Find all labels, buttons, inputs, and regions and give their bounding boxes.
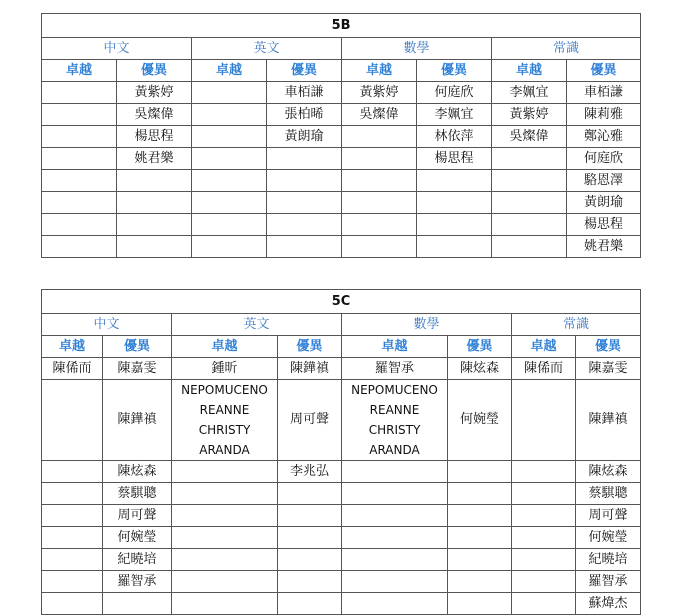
name-cell <box>192 170 267 192</box>
name-cell <box>492 192 567 214</box>
name-cell: 陳莉雅 <box>567 104 641 126</box>
table-row <box>42 214 641 236</box>
name-cell <box>417 192 492 214</box>
name-cell <box>103 593 172 615</box>
subject-header: 常識 <box>512 314 641 336</box>
table-row <box>42 527 641 549</box>
name-cell <box>42 483 103 505</box>
name-cell <box>342 380 448 461</box>
name-cell: 黃紫婷 <box>117 82 192 104</box>
name-cell: 黃紫婷 <box>342 82 417 104</box>
name-cell: 林依萍 <box>417 126 492 148</box>
table-row <box>42 236 641 258</box>
table-row <box>42 483 641 505</box>
level-header: 優異 <box>278 336 342 358</box>
level-row <box>42 60 641 82</box>
name-cell: 羅智承 <box>103 571 172 593</box>
name-line: ARANDA <box>199 443 250 457</box>
name-cell <box>192 236 267 258</box>
name-cell <box>512 380 576 461</box>
name-cell: 楊思程 <box>567 214 641 236</box>
title-row <box>42 290 641 314</box>
name-cell: 何庭欣 <box>567 148 641 170</box>
name-cell: 黃朗瑜 <box>567 192 641 214</box>
name-cell <box>342 192 417 214</box>
name-cell <box>342 170 417 192</box>
name-cell: 陳炫森 <box>576 461 641 483</box>
name-cell: 何庭欣 <box>417 82 492 104</box>
name-cell: 紀曉培 <box>576 549 641 571</box>
name-cell <box>342 461 448 483</box>
name-cell <box>342 593 448 615</box>
name-cell <box>512 483 576 505</box>
level-header: 優異 <box>103 336 172 358</box>
table-row <box>42 192 641 214</box>
level-header: 卓越 <box>172 336 278 358</box>
name-cell <box>267 192 342 214</box>
name-cell <box>172 483 278 505</box>
class-title: 5B <box>42 14 641 38</box>
table-row <box>42 571 641 593</box>
name-cell <box>492 214 567 236</box>
name-cell <box>278 593 342 615</box>
name-cell <box>417 236 492 258</box>
name-cell <box>42 126 117 148</box>
name-cell: 陳炫森 <box>103 461 172 483</box>
name-cell <box>342 527 448 549</box>
name-cell <box>42 593 103 615</box>
name-cell: 黃朗瑜 <box>267 126 342 148</box>
name-cell <box>278 571 342 593</box>
name-cell: 周可聲 <box>278 380 342 461</box>
name-cell: 羅智承 <box>576 571 641 593</box>
name-cell <box>117 170 192 192</box>
name-cell <box>267 148 342 170</box>
name-cell <box>417 214 492 236</box>
name-cell: 陳鏵禛 <box>278 358 342 380</box>
name-cell <box>512 527 576 549</box>
subject-header: 英文 <box>192 38 342 60</box>
name-cell <box>172 380 278 461</box>
subject-row <box>42 314 641 336</box>
name-cell: 鍾昕 <box>172 358 278 380</box>
level-header: 優異 <box>117 60 192 82</box>
name-cell <box>512 549 576 571</box>
name-cell <box>512 593 576 615</box>
name-cell: 何婉瑩 <box>448 380 512 461</box>
name-line: ARANDA <box>369 443 420 457</box>
name-cell <box>42 527 103 549</box>
name-cell: 蘇煒杰 <box>576 593 641 615</box>
table-row <box>42 104 641 126</box>
name-cell <box>492 148 567 170</box>
name-cell <box>42 82 117 104</box>
name-cell <box>278 549 342 571</box>
name-cell <box>512 571 576 593</box>
level-header: 卓越 <box>42 336 103 358</box>
table-row <box>42 82 641 104</box>
level-header: 優異 <box>417 60 492 82</box>
name-line: REANNE CHRISTY <box>368 403 421 437</box>
level-header: 優異 <box>576 336 641 358</box>
level-header: 卓越 <box>492 60 567 82</box>
name-cell: 鄭沁雅 <box>567 126 641 148</box>
subject-header: 常識 <box>492 38 641 60</box>
name-cell <box>448 593 512 615</box>
name-cell: 姚君樂 <box>567 236 641 258</box>
table-row <box>42 126 641 148</box>
name-line: NEPOMUCENO <box>351 383 438 397</box>
name-cell <box>342 214 417 236</box>
name-cell <box>342 126 417 148</box>
name-cell <box>42 148 117 170</box>
name-cell <box>117 236 192 258</box>
level-header: 優異 <box>448 336 512 358</box>
name-line: NEPOMUCENO <box>181 383 268 397</box>
name-cell <box>267 214 342 236</box>
name-cell: 黃紫婷 <box>492 104 567 126</box>
name-cell: 吳燦偉 <box>342 104 417 126</box>
name-cell: 車栢謙 <box>567 82 641 104</box>
name-cell <box>172 527 278 549</box>
name-cell <box>448 483 512 505</box>
name-cell <box>342 571 448 593</box>
name-cell: 吳燦偉 <box>492 126 567 148</box>
class-5b-body <box>42 14 641 258</box>
name-cell <box>512 461 576 483</box>
name-cell <box>267 170 342 192</box>
name-cell <box>42 236 117 258</box>
name-cell <box>342 148 417 170</box>
title-row <box>42 14 641 38</box>
name-cell <box>492 236 567 258</box>
name-cell: 陳炫森 <box>448 358 512 380</box>
name-cell: 紀曉培 <box>103 549 172 571</box>
name-cell <box>117 192 192 214</box>
name-cell <box>42 104 117 126</box>
name-cell: 陳鏵禛 <box>103 380 172 461</box>
table-row <box>42 170 641 192</box>
name-cell <box>42 549 103 571</box>
subject-header: 數學 <box>342 314 512 336</box>
table-row <box>42 380 641 461</box>
subject-row <box>42 38 641 60</box>
name-cell <box>448 461 512 483</box>
level-header: 優異 <box>267 60 342 82</box>
name-cell <box>278 483 342 505</box>
name-cell: 吳燦偉 <box>117 104 192 126</box>
name-cell <box>278 527 342 549</box>
name-cell <box>192 126 267 148</box>
name-cell <box>192 104 267 126</box>
name-cell: 陳俙而 <box>42 358 103 380</box>
name-cell: 周可聲 <box>103 505 172 527</box>
name-cell <box>42 192 117 214</box>
level-header: 優異 <box>567 60 641 82</box>
name-cell <box>342 236 417 258</box>
table-row <box>42 549 641 571</box>
name-cell: 楊思程 <box>417 148 492 170</box>
name-cell <box>172 571 278 593</box>
name-cell <box>117 214 192 236</box>
name-cell <box>192 82 267 104</box>
name-cell: 陳俙而 <box>512 358 576 380</box>
name-cell <box>448 549 512 571</box>
name-cell <box>448 505 512 527</box>
name-cell <box>42 214 117 236</box>
name-cell: 楊思程 <box>117 126 192 148</box>
name-cell <box>172 549 278 571</box>
name-cell <box>192 192 267 214</box>
name-cell <box>492 170 567 192</box>
level-header: 卓越 <box>342 336 448 358</box>
name-cell <box>448 527 512 549</box>
subject-header: 中文 <box>42 314 172 336</box>
table-row <box>42 358 641 380</box>
name-cell: 李姵宜 <box>417 104 492 126</box>
name-cell: 陳鏵禛 <box>576 380 641 461</box>
name-cell <box>342 549 448 571</box>
name-cell <box>417 170 492 192</box>
name-cell: 周可聲 <box>576 505 641 527</box>
name-cell: 何婉瑩 <box>103 527 172 549</box>
name-cell: 張柏晞 <box>267 104 342 126</box>
name-cell: 姚君樂 <box>117 148 192 170</box>
name-cell: 駱恩澤 <box>567 170 641 192</box>
name-cell <box>42 170 117 192</box>
level-header: 卓越 <box>342 60 417 82</box>
name-cell: 蔡騏聰 <box>576 483 641 505</box>
table-row <box>42 148 641 170</box>
class-5c-table <box>41 289 641 615</box>
name-cell <box>267 236 342 258</box>
table-row <box>42 593 641 615</box>
name-cell <box>172 593 278 615</box>
name-cell <box>172 505 278 527</box>
name-cell: 蔡騏聰 <box>103 483 172 505</box>
name-cell <box>192 148 267 170</box>
level-header: 卓越 <box>42 60 117 82</box>
level-header: 卓越 <box>192 60 267 82</box>
name-cell <box>42 505 103 527</box>
name-cell <box>42 461 103 483</box>
name-cell <box>278 505 342 527</box>
table-row <box>42 461 641 483</box>
name-line: REANNE CHRISTY <box>198 403 251 437</box>
name-cell: 陳嘉雯 <box>103 358 172 380</box>
name-cell: 何婉瑩 <box>576 527 641 549</box>
name-cell <box>512 505 576 527</box>
subject-header: 數學 <box>342 38 492 60</box>
level-row <box>42 336 641 358</box>
name-cell <box>448 571 512 593</box>
name-cell <box>192 214 267 236</box>
name-cell: 車栢謙 <box>267 82 342 104</box>
name-cell: 羅智承 <box>342 358 448 380</box>
table-row <box>42 505 641 527</box>
name-cell <box>42 380 103 461</box>
name-cell <box>42 571 103 593</box>
subject-header: 中文 <box>42 38 192 60</box>
class-5b-table <box>41 13 641 258</box>
class-title: 5C <box>42 290 641 314</box>
subject-header: 英文 <box>172 314 342 336</box>
class-5c-body <box>42 290 641 615</box>
name-cell: 李姵宜 <box>492 82 567 104</box>
name-cell <box>342 505 448 527</box>
name-cell <box>172 461 278 483</box>
level-header: 卓越 <box>512 336 576 358</box>
name-cell: 陳嘉雯 <box>576 358 641 380</box>
name-cell <box>342 483 448 505</box>
name-cell: 李兆弘 <box>278 461 342 483</box>
